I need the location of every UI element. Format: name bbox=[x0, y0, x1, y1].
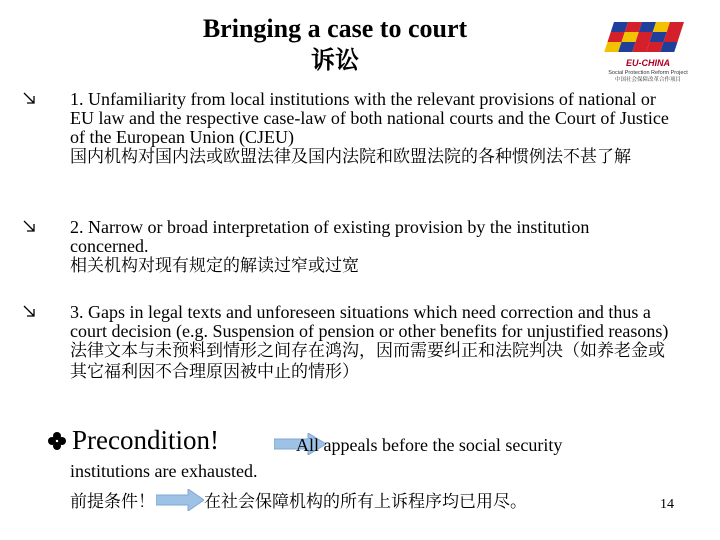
list-item bbox=[44, 303, 670, 383]
precondition-appeal-chinese: 在社会保障机构的所有上诉程序均已用尽。 bbox=[204, 492, 527, 512]
eu-china-logo bbox=[596, 18, 700, 88]
item-chinese: 相关机构对现有规定的解读过窄或过宽 bbox=[70, 256, 359, 276]
arrow-bullet-icon bbox=[22, 91, 38, 107]
precondition-label: Precondition! bbox=[72, 425, 219, 455]
arrow-bullet-icon bbox=[22, 219, 38, 235]
logo-subtitle-chinese: 中国社会保障改革合作项目 bbox=[614, 77, 681, 83]
item-chinese: 法律文本与未预料到情形之间存在鸿沟，因而需要纠正和法院判决（如养老金或其它福利因不合理原因被中止的情形） bbox=[70, 341, 665, 382]
page-number: 14 bbox=[660, 497, 674, 512]
item-chinese: 国内机构对国内法或欧盟法律及国内法院和欧盟法院的各种惯例法不甚了解 bbox=[70, 147, 631, 167]
logo-subtitle: Social Protection Reform Project bbox=[608, 70, 688, 76]
diamond-bullet-icon bbox=[46, 430, 68, 452]
title-english: Bringing a case to court bbox=[202, 14, 468, 43]
arrow-bullet-icon bbox=[22, 304, 38, 320]
item-english: 2. Narrow or broad interpretation of existing provision by the institution concerned. bbox=[70, 217, 590, 256]
precondition-appeal-english: All appeals before the social security bbox=[296, 435, 563, 455]
list-item bbox=[44, 218, 670, 277]
right-arrow-icon bbox=[156, 489, 204, 511]
title-chinese: 诉讼 bbox=[311, 48, 359, 74]
logo-subtitle-block bbox=[596, 70, 700, 84]
item-english: 3. Gaps in legal texts and unforeseen situations which need correction and thus a court decision (e.g. Suspension of pension or other benefits for unjustified reasons) bbox=[70, 302, 669, 341]
logo-name: EU-CHINA bbox=[626, 58, 670, 68]
slide-title bbox=[150, 12, 520, 76]
precondition-label-chinese: 前提条件！ bbox=[70, 492, 155, 512]
list-item bbox=[44, 90, 670, 168]
flags-logo-icon bbox=[596, 18, 700, 60]
precondition-appeal-continuation: institutions are exhausted. bbox=[70, 461, 258, 481]
item-english: 1. Unfamiliarity from local institutions with the relevant provisions of national or EU law and the respective case-law of both national courts and the Court of Justice of the European Union (CJEU) bbox=[70, 89, 669, 147]
